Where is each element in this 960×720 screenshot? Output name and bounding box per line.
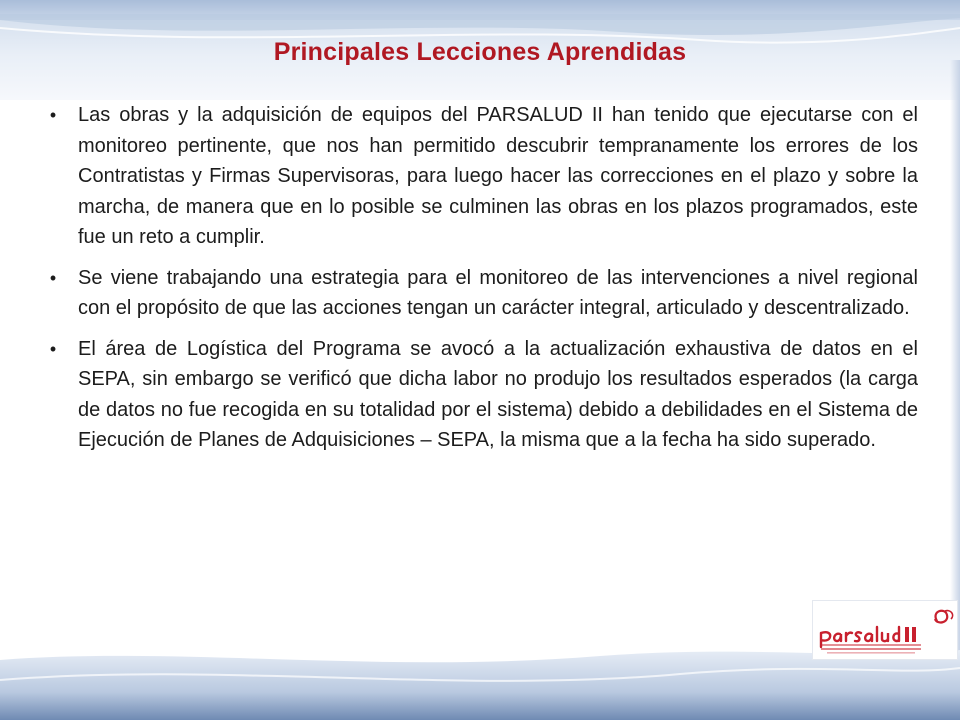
bullet-list <box>49 100 918 466</box>
bullet-icon: • <box>49 105 57 125</box>
bullet-text: El área de Logística del Programa se avocó a la actualización exhaustiva de datos en el SEPA, sin embargo se verificó que dicha labor no produjo los resultados esperados (la carga de datos no fue recogida en su totalidad por el sistema) debido a debilidades en el Sistema de Ejecución de Planes de Adquisiciones – SEPA, la misma que a la fecha ha sido superado. <box>78 337 918 451</box>
slide-title: Principales Lecciones Aprendidas <box>273 38 687 66</box>
parsalud-logo-mark <box>813 601 959 661</box>
bullet-icon: • <box>49 267 57 288</box>
parsalud-logo <box>812 600 958 660</box>
bullet-item <box>49 334 918 456</box>
bullet-text: Se viene trabajando una estrategia para el monitoreo de las intervenciones a nivel regional con el propósito de que las acciones tengan un carácter integral, articulado y descentralizado. <box>78 266 918 319</box>
right-edge-shade <box>950 60 960 660</box>
bullet-item <box>49 263 918 324</box>
bullet-icon: • <box>49 338 57 359</box>
bullet-text: Las obras y la adquisición de equipos del PARSALUD II han tenido que ejecutarse con el monitoreo pertinente, que nos han permitido descubrir tempranamente los errores de los Contratistas y Firmas Supervisoras, para luego hacer las correcciones en el plazo y sobre la marcha, de manera que en lo posible se culminen las obras en los plazos programados, este fue un reto a cumplir. <box>78 104 918 248</box>
bullet-item <box>49 100 918 253</box>
